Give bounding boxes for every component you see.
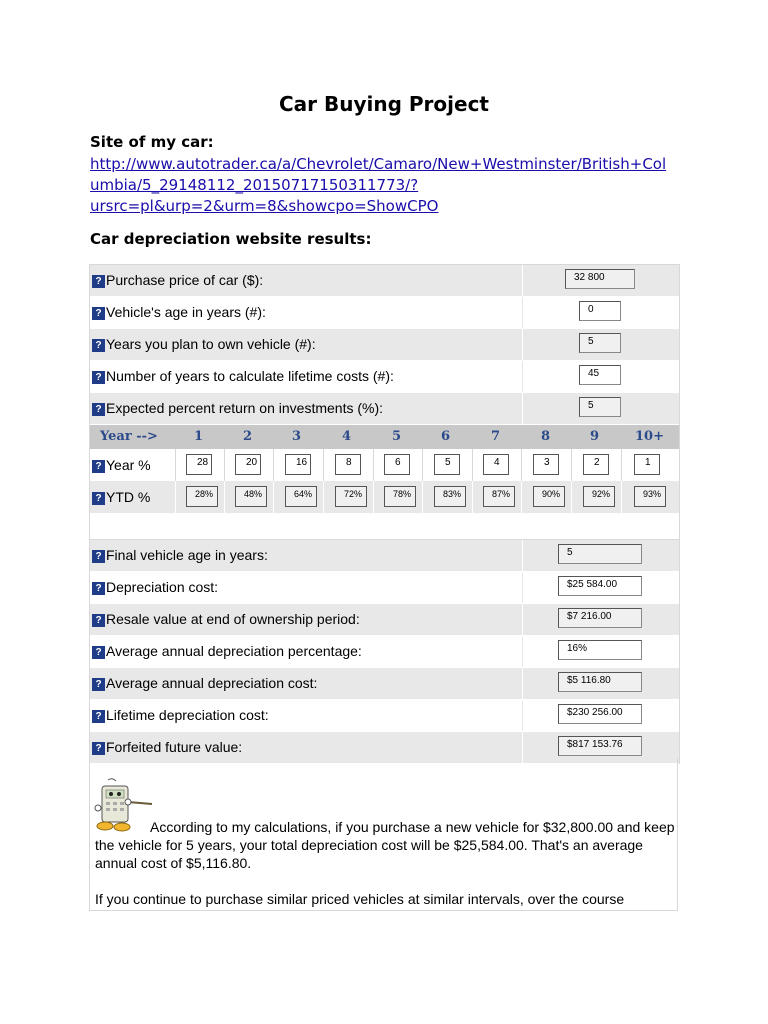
year-percent-label: Year % [106,457,151,473]
page-title: Car Buying Project [279,92,489,116]
help-icon[interactable]: ? [92,275,105,288]
year-header-7: 7 [491,429,501,444]
help-icon[interactable]: ? [92,403,105,416]
ytd-percent-value: 83% [434,486,466,507]
input-row-purchase-price [90,265,679,297]
table-spacer [90,513,679,540]
site-link-line-1[interactable]: http://www.autotrader.ca/a/Chevrolet/Camaro/New+Westminster/British+Col [90,155,667,173]
year-header-8: 8 [541,429,551,444]
ytd-percent-value: 48% [235,486,267,507]
result-row-avg-pct [90,636,679,668]
avg-cost-value: $5 116.80 [558,672,642,692]
ytd-percent-value: 87% [483,486,515,507]
input-row-years-own [90,329,679,361]
year-percent-field[interactable]: 1 [634,454,660,475]
year-header-1: 1 [194,429,204,444]
ytd-percent-value: 92% [583,486,615,507]
help-icon[interactable]: ? [92,710,105,723]
year-header-4: 4 [342,429,352,444]
result-label: Lifetime depreciation cost: [106,707,269,723]
summary-text-1: According to my calculations, if you purchase a new vehicle for $32,800.00 and keep the vehicle for 5 years, your total depreciation cost will be $25,584.00. That's an average annual cost of $5,116.80. [95,819,675,871]
site-link-line-2[interactable]: umbia/5_29148112_20150717150311773/? [90,176,419,194]
year-percent-row [90,449,679,481]
year-header-2: 2 [243,429,253,444]
return-rate-field[interactable]: 5 [579,397,621,417]
help-icon[interactable]: ? [92,339,105,352]
year-header-6: 6 [441,429,451,444]
result-row-resale-value [90,604,679,636]
help-icon[interactable]: ? [92,550,105,563]
ytd-percent-row [90,481,679,513]
help-icon[interactable]: ? [92,371,105,384]
help-icon[interactable]: ? [92,460,105,473]
forfeited-value-value: $817 153.76 [558,736,642,756]
result-label: Forfeited future value: [106,739,243,755]
help-icon[interactable]: ? [92,582,105,595]
results-heading: Car depreciation website results: [90,230,372,248]
input-row-lifetime-years [90,361,679,393]
result-label: Final vehicle age in years: [106,547,268,563]
vehicle-age-field[interactable]: 0 [579,301,621,321]
year-percent-field[interactable]: 3 [533,454,559,475]
summary-box [89,758,678,911]
help-icon[interactable]: ? [92,492,105,505]
summary-paragraph-2: If you continue to purchase similar priced vehicles at similar intervals, over the course [95,891,625,907]
ytd-percent-label: YTD % [106,489,151,505]
year-percent-field[interactable]: 20 [235,454,261,475]
result-label: Average annual depreciation cost: [106,675,318,691]
input-label: Years you plan to own vehicle (#): [106,336,316,352]
year-percent-field[interactable]: 4 [483,454,509,475]
final-age-value: 5 [558,544,642,564]
avg-pct-value: 16% [558,640,642,660]
ytd-percent-value: 64% [285,486,317,507]
year-percent-field[interactable]: 5 [434,454,460,475]
summary-paragraph-1 [95,818,675,872]
site-label: Site of my car: [90,133,214,151]
ytd-percent-value: 78% [384,486,416,507]
result-row-depreciation-cost [90,572,679,604]
year-percent-field[interactable]: 2 [583,454,609,475]
help-icon[interactable]: ? [92,678,105,691]
year-percent-field[interactable]: 16 [285,454,311,475]
depreciation-cost-value: $25 584.00 [558,576,642,596]
result-label: Resale value at end of ownership period: [106,611,360,627]
help-icon[interactable]: ? [92,307,105,320]
year-percent-field[interactable]: 8 [335,454,361,475]
help-icon[interactable]: ? [92,646,105,659]
input-label: Purchase price of car ($): [106,272,264,288]
resale-value-value: $7 216.00 [558,608,642,628]
input-row-vehicle-age [90,297,679,329]
year-header-row [90,425,679,449]
year-percent-field[interactable]: 6 [384,454,410,475]
result-row-final-age [90,540,679,572]
year-header-10: 10+ [635,429,664,444]
ytd-percent-value: 93% [634,486,666,507]
result-row-avg-cost [90,668,679,700]
year-percent-field[interactable]: 28 [186,454,212,475]
depreciation-calculator [89,264,680,764]
result-label: Depreciation cost: [106,579,219,595]
help-icon[interactable]: ? [92,742,105,755]
site-link[interactable] [90,154,680,217]
input-label: Expected percent return on investments (%): [106,400,384,416]
years-own-field[interactable]: 5 [579,333,621,353]
year-header-label: Year --> [100,429,158,444]
input-label: Vehicle's age in years (#): [106,304,266,320]
ytd-percent-value: 72% [335,486,367,507]
input-label: Number of years to calculate lifetime costs (#): [106,368,394,384]
lifetime-cost-value: $230 256.00 [558,704,642,724]
purchase-price-field[interactable]: 32 800 [565,269,635,289]
year-header-5: 5 [392,429,402,444]
help-icon[interactable]: ? [92,614,105,627]
year-header-9: 9 [590,429,600,444]
input-row-return-rate [90,393,679,425]
lifetime-years-field[interactable]: 45 [579,365,621,385]
year-header-3: 3 [292,429,302,444]
site-link-line-3[interactable]: ursrc=pl&urp=2&urm=8&showcpo=ShowCPO [90,197,439,215]
result-label: Average annual depreciation percentage: [106,643,362,659]
ytd-percent-value: 28% [186,486,218,507]
ytd-percent-value: 90% [533,486,565,507]
result-row-lifetime-cost [90,700,679,732]
